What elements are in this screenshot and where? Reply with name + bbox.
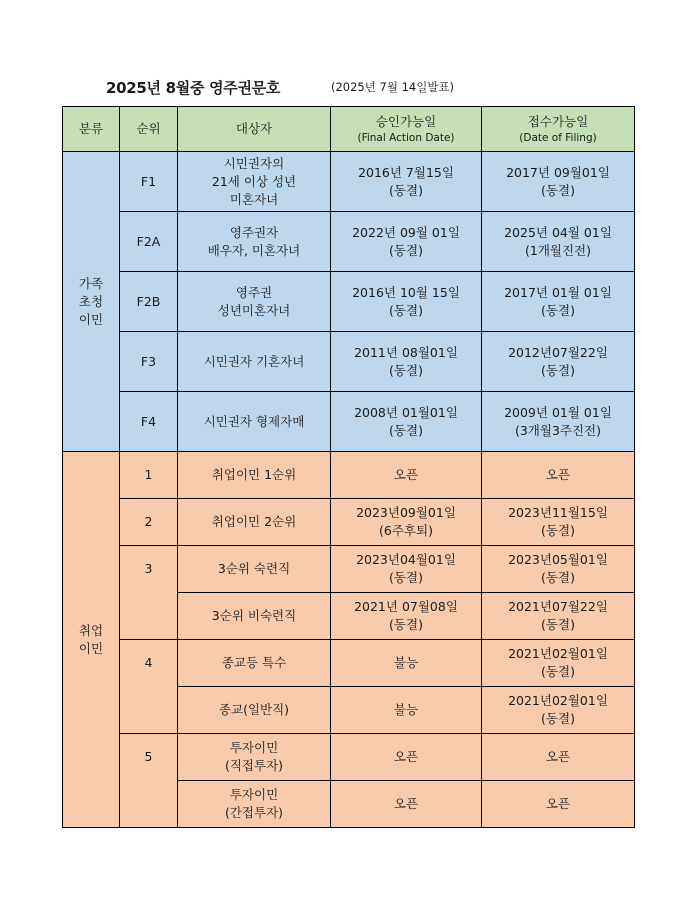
target-line: 성년미혼자녀 bbox=[217, 302, 291, 318]
final-action-cell bbox=[331, 687, 482, 734]
target-cell bbox=[178, 734, 331, 781]
target-cell bbox=[178, 152, 331, 212]
target-line: 3순위 숙련직 bbox=[217, 561, 291, 576]
date-line: 2011년 08월01일 bbox=[354, 344, 458, 360]
table-row bbox=[63, 212, 635, 272]
filing-cell bbox=[482, 152, 635, 212]
rank-cell: 2 bbox=[120, 499, 178, 546]
final-action-cell bbox=[331, 392, 482, 452]
status-line: (동결) bbox=[389, 242, 423, 258]
date-line: 2025년 04월 01일 bbox=[504, 224, 612, 240]
target-line: 취업이민 1순위 bbox=[211, 467, 297, 482]
target-line: 배우자, 미혼자녀 bbox=[207, 242, 301, 258]
filing-cell bbox=[482, 734, 635, 781]
page-title: 2025년 8월중 영주권문호 bbox=[106, 79, 281, 97]
date-line: 오픈 bbox=[545, 467, 571, 482]
filing-cell bbox=[482, 272, 635, 332]
table-row bbox=[63, 152, 635, 212]
final-action-cell bbox=[331, 546, 482, 593]
date-line: 오픈 bbox=[545, 796, 571, 811]
target-cell bbox=[178, 546, 331, 593]
table-row bbox=[63, 499, 635, 546]
rank-cell: F1 bbox=[120, 152, 178, 212]
header-final-action bbox=[331, 107, 482, 152]
status-line: (동결) bbox=[541, 617, 575, 632]
filing-cell bbox=[482, 499, 635, 546]
header-final-action-en: (Final Action Date) bbox=[357, 131, 455, 144]
date-line: 오픈 bbox=[393, 796, 419, 811]
final-action-cell bbox=[331, 152, 482, 212]
status-line: (동결) bbox=[541, 664, 575, 679]
header-filing bbox=[482, 107, 635, 152]
target-line: 시민권자 기혼자녀 bbox=[203, 353, 305, 369]
date-line: 2021년 07월08일 bbox=[354, 599, 458, 614]
filing-cell bbox=[482, 392, 635, 452]
final-action-cell bbox=[331, 212, 482, 272]
target-line: 시민권자 형제자매 bbox=[203, 413, 305, 429]
header-final-action-label: 승인가능일 bbox=[375, 113, 437, 129]
date-line: 2009년 01월 01일 bbox=[504, 404, 612, 420]
target-line: 투자이민 bbox=[229, 787, 279, 802]
target-line: 영주권자 bbox=[229, 224, 279, 240]
status-line: (동결) bbox=[389, 362, 423, 378]
target-cell bbox=[178, 392, 331, 452]
target-line: 투자이민 bbox=[229, 740, 279, 755]
target-line: 종교(일반직) bbox=[218, 702, 290, 717]
table-row bbox=[63, 640, 635, 687]
status-line: (1개월진전) bbox=[524, 242, 591, 258]
table-row bbox=[63, 332, 635, 392]
header-filing-en: (Date of Filing) bbox=[519, 131, 597, 144]
final-action-cell bbox=[331, 452, 482, 499]
target-cell bbox=[178, 781, 331, 828]
filing-cell bbox=[482, 332, 635, 392]
date-line: 2022년 09월 01일 bbox=[352, 224, 460, 240]
status-line: (동결) bbox=[389, 182, 423, 198]
target-cell bbox=[178, 272, 331, 332]
status-line: (동결) bbox=[389, 422, 423, 438]
target-line: 미혼자녀 bbox=[229, 191, 279, 207]
rank-cell: 1 bbox=[120, 452, 178, 499]
date-line: 오픈 bbox=[545, 749, 571, 764]
target-cell bbox=[178, 332, 331, 392]
target-line: (간접투자) bbox=[224, 805, 284, 820]
rank-cell: F3 bbox=[120, 332, 178, 392]
table-row bbox=[63, 734, 635, 781]
target-cell bbox=[178, 499, 331, 546]
rank-cell: F4 bbox=[120, 392, 178, 452]
target-line: 취업이민 2순위 bbox=[211, 514, 297, 529]
target-line: 21세 이상 성년 bbox=[211, 173, 297, 189]
date-line: 2023년11월15일 bbox=[508, 505, 608, 520]
target-line: 종교등 특수 bbox=[221, 655, 287, 670]
header-target: 대상자 bbox=[178, 107, 331, 152]
rank-cell: F2A bbox=[120, 212, 178, 272]
group-label-line: 이민 bbox=[78, 311, 104, 327]
status-line: (동결) bbox=[389, 570, 423, 585]
announcement-date: (2025년 7월 14일발표) bbox=[331, 80, 455, 94]
filing-cell bbox=[482, 593, 635, 640]
filing-cell bbox=[482, 640, 635, 687]
final-action-cell bbox=[331, 640, 482, 687]
status-line: (동결) bbox=[541, 570, 575, 585]
group-label-line: 초청 bbox=[78, 293, 104, 309]
group-label-line: 이민 bbox=[78, 640, 104, 656]
date-line: 2023년04월01일 bbox=[356, 552, 456, 567]
status-line: (3개월3주진전) bbox=[514, 422, 602, 438]
date-line: 불능 bbox=[393, 655, 419, 670]
group-label-line: 가족 bbox=[78, 275, 104, 291]
date-line: 2017년 09월01일 bbox=[506, 164, 610, 180]
date-line: 2021년02월01일 bbox=[508, 646, 608, 661]
table-row bbox=[63, 546, 635, 593]
status-line: (동결) bbox=[541, 182, 575, 198]
final-action-cell bbox=[331, 332, 482, 392]
target-cell bbox=[178, 593, 331, 640]
filing-cell bbox=[482, 212, 635, 272]
final-action-cell bbox=[331, 734, 482, 781]
status-line: (동결) bbox=[541, 302, 575, 318]
date-line: 2021년07월22일 bbox=[508, 599, 608, 614]
family-group-label bbox=[63, 152, 120, 452]
filing-cell bbox=[482, 687, 635, 734]
rank-cell: F2B bbox=[120, 272, 178, 332]
status-line: (동결) bbox=[389, 617, 423, 632]
status-line: (6주후퇴) bbox=[379, 523, 433, 538]
table-row bbox=[63, 272, 635, 332]
final-action-cell bbox=[331, 593, 482, 640]
status-line: (동결) bbox=[541, 711, 575, 726]
date-line: 2023년09월01일 bbox=[356, 505, 456, 520]
target-line: (직접투자) bbox=[224, 758, 284, 773]
status-line: (동결) bbox=[541, 362, 575, 378]
date-line: 2023년05월01일 bbox=[508, 552, 608, 567]
date-line: 2021년02월01일 bbox=[508, 693, 608, 708]
date-line: 불능 bbox=[393, 702, 419, 717]
date-line: 2017년 01월 01일 bbox=[504, 284, 612, 300]
final-action-cell bbox=[331, 499, 482, 546]
date-line: 2012년07월22일 bbox=[508, 344, 608, 360]
title-row bbox=[0, 77, 700, 99]
target-line: 시민권자의 bbox=[223, 155, 285, 171]
date-line: 오픈 bbox=[393, 467, 419, 482]
group-label-line: 취업 bbox=[78, 622, 104, 638]
filing-cell bbox=[482, 546, 635, 593]
final-action-cell bbox=[331, 781, 482, 828]
target-line: 3순위 비숙련직 bbox=[211, 608, 297, 623]
header-category: 분류 bbox=[63, 107, 120, 152]
status-line: (동결) bbox=[389, 302, 423, 318]
rank-cell: 5 bbox=[120, 734, 178, 828]
filing-cell bbox=[482, 781, 635, 828]
rank-cell: 3 bbox=[120, 546, 178, 640]
rank-cell: 4 bbox=[120, 640, 178, 734]
target-cell bbox=[178, 640, 331, 687]
table-row bbox=[63, 452, 635, 499]
date-line: 2016년 7월15일 bbox=[358, 164, 454, 180]
table-row bbox=[63, 392, 635, 452]
target-cell bbox=[178, 212, 331, 272]
header-row bbox=[63, 107, 635, 152]
header-rank: 순위 bbox=[120, 107, 178, 152]
filing-cell bbox=[482, 452, 635, 499]
target-cell bbox=[178, 452, 331, 499]
target-line: 영주권 bbox=[235, 284, 273, 300]
date-line: 2008년 01월01일 bbox=[354, 404, 458, 420]
visa-bulletin-table bbox=[62, 106, 635, 828]
date-line: 오픈 bbox=[393, 749, 419, 764]
date-line: 2016년 10월 15일 bbox=[352, 284, 460, 300]
employment-group-label bbox=[63, 452, 120, 828]
header-filing-label: 접수가능일 bbox=[527, 113, 589, 129]
target-cell bbox=[178, 687, 331, 734]
final-action-cell bbox=[331, 272, 482, 332]
status-line: (동결) bbox=[541, 523, 575, 538]
